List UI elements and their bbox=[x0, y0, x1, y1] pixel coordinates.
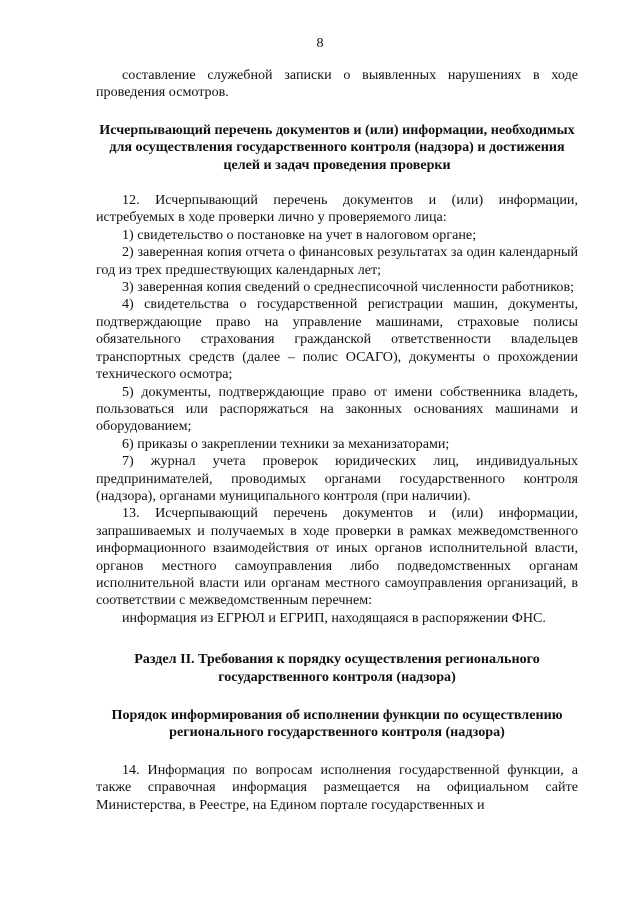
paragraph-12: 12. Исчерпывающий перечень документов и (или) информации, истребуемых в ходе проверки лично у проверяемого лица: bbox=[96, 192, 578, 226]
section-heading-documents-list: Исчерпывающий перечень документов и (или) информации, необходимых для осуществления государственного контроля (надзора) и достижения целей и задач проведения проверки bbox=[99, 121, 575, 173]
page-number: 8 bbox=[316, 36, 324, 51]
intro-paragraph: составление служебной записки о выявленных нарушениях в ходе проведения осмотров. bbox=[96, 67, 578, 101]
paragraph-14: 14. Информация по вопросам исполнения государственной функции, а также справочная информация размещается на официальном сайте Министерства, в Реестре, на Едином портале государственных и bbox=[96, 761, 578, 813]
list-item-7: 7) журнал учета проверок юридических лиц, индивидуальных предпринимателей, проводимых органами государственного контроля (надзора), органами муниципального контроля (при наличии). bbox=[96, 453, 578, 504]
list-item-3: 3) заверенная копия сведений о среднесписочной численности работников; bbox=[122, 279, 575, 296]
section-heading-informing-procedure: Порядок информирования об исполнении функции по осуществлению регионального государственного контроля (надзора) bbox=[111, 707, 563, 741]
list-item-1: 1) свидетельство о постановке на учет в налоговом органе; bbox=[122, 226, 477, 243]
page-content bbox=[96, 67, 578, 814]
list-item-4: 4) свидетельства о государственной регистрации машин, документы, подтверждающие право на управление машинами, страховые полисы обязательного страхования гражданской ответственности владельцев транспортных средств (далее – полис ОСАГО), документы о прохождении технического осмотра; bbox=[96, 296, 578, 383]
paragraph-13: 13. Исчерпывающий перечень документов и (или) информации, запрашиваемых и получаемых в ходе проверки в рамках межведомственного информационного взаимодействия от иных органов исполнительной власти, органов местного самоуправления либо подведомственных органам исполнительной власти или органам местного самоуправления организаций, в соответствии с межведомственным перечнем: bbox=[96, 505, 578, 609]
list-item-2: 2) заверенная копия отчета о финансовых результатах за один календарный год из трех предшествующих календарных лет; bbox=[96, 244, 578, 278]
paragraph-13-info: информация из ЕГРЮЛ и ЕГРИП, находящаяся в распоряжении ФНС. bbox=[122, 609, 546, 626]
list-item-5: 5) документы, подтверждающие право от имени собственника владеть, пользоваться или распоряжаться на законных основаниях машинами и оборудованием; bbox=[96, 383, 578, 435]
list-item-6: 6) приказы о закреплении техники за механизаторами; bbox=[122, 435, 450, 452]
section-heading-part-2: Раздел II. Требования к порядку осуществления регионального государственного контроля (надзора) bbox=[134, 651, 540, 685]
